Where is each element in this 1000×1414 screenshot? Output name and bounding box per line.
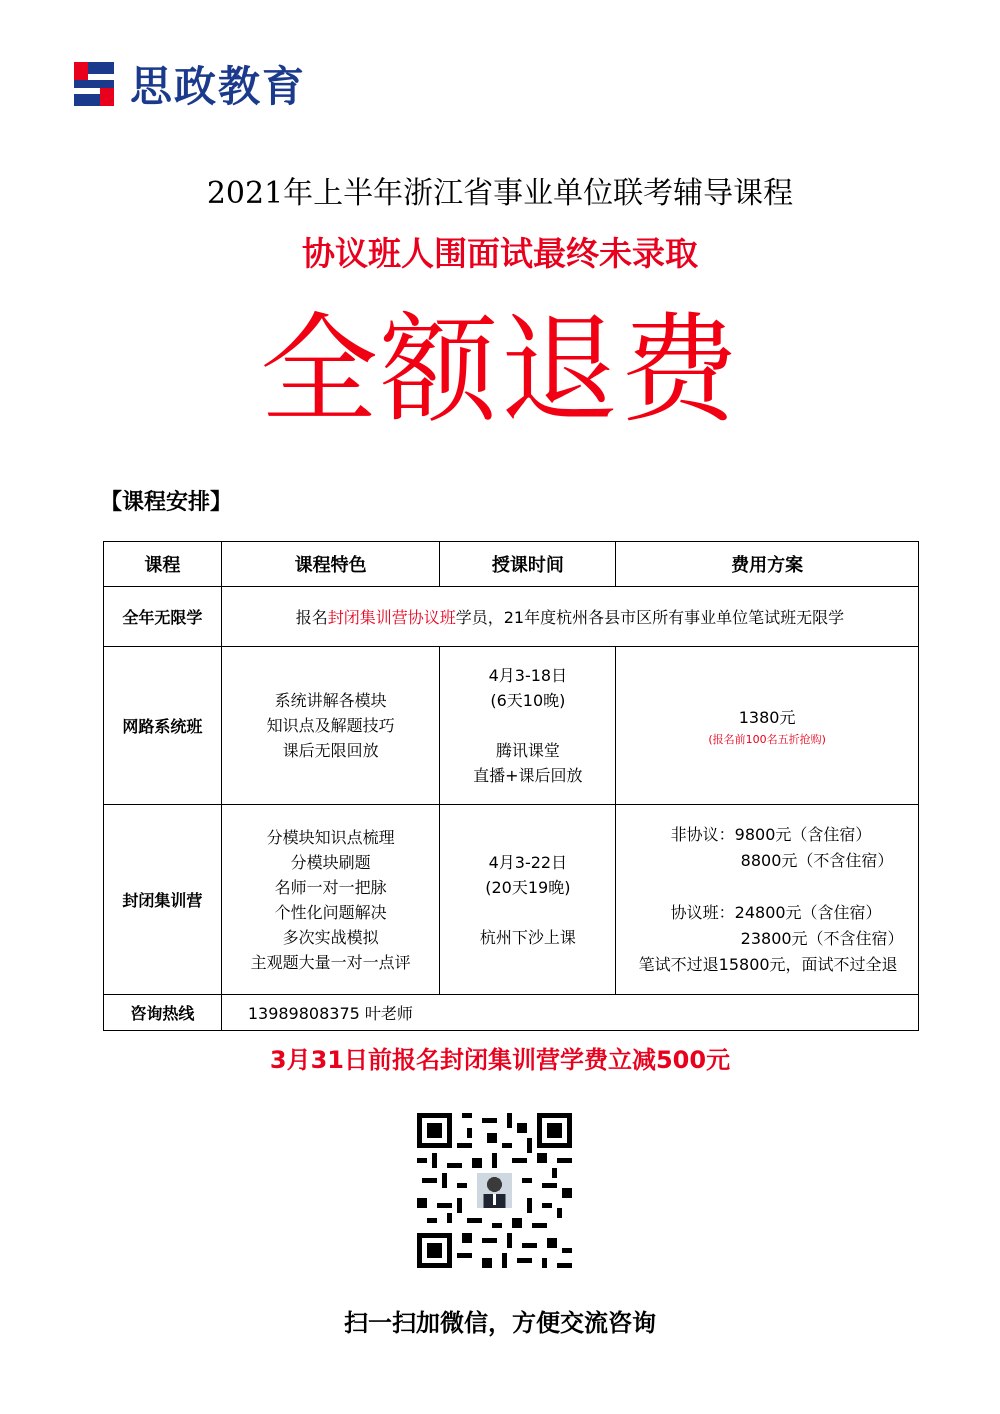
desc-suffix: 学员，21年度杭州各县市区所有事业单位笔试班无限学: [455, 608, 845, 627]
row-name-online: 网路系统班: [104, 647, 222, 805]
time-item: 杭州下沙上课: [479, 927, 576, 947]
qr-caption: 扫一扫加微信，方便交流咨询: [344, 1308, 656, 1337]
camp-fee: [616, 805, 919, 995]
camp-time: [440, 805, 616, 995]
qr-code-icon: [417, 1113, 572, 1268]
logo-s-icon: [68, 58, 120, 110]
row-name-unlimited: 全年无限学: [104, 587, 222, 647]
fee-line: 笔试不过退15800元，面试不过全退: [638, 954, 898, 974]
time-item: 腾讯课堂: [495, 741, 560, 760]
feature-item: 多次实战模拟: [282, 927, 379, 947]
header-features: 课程特色: [221, 542, 440, 587]
fee-lines: [631, 822, 904, 978]
time-item: 4月3-22日: [488, 852, 568, 872]
feature-item: 名师一对一把脉: [274, 877, 387, 897]
hotline-contact: 13989808375 叶老师: [221, 995, 918, 1031]
table-row: [104, 805, 919, 995]
feature-item: 个性化问题解决: [274, 902, 387, 922]
feature-item: 分模块知识点梳理: [266, 827, 395, 847]
fee-spacer: [631, 874, 904, 900]
table-row: [104, 587, 919, 647]
subtitle: 协议班人围面试最终未录取: [302, 234, 698, 273]
row-name-hotline: 咨询热线: [104, 995, 222, 1031]
feature-item: 课后无限回放: [282, 741, 379, 760]
online-features: [221, 647, 440, 805]
header-fee: 费用方案: [616, 542, 919, 587]
header-time: 授课时间: [440, 542, 616, 587]
row-name-camp: 封闭集训营: [104, 805, 222, 995]
online-fee: [616, 647, 919, 805]
time-item: (20天19晚): [485, 877, 571, 897]
course-table: [103, 541, 919, 1031]
fee-line: 23800元（不含住宿）: [740, 928, 904, 948]
desc-prefix: 报名: [295, 608, 328, 627]
feature-item: 分模块刷题: [290, 852, 371, 872]
time-spacer: [440, 900, 615, 925]
header-course: 课程: [104, 542, 222, 587]
fee-note: (报名前100名五折抢购): [708, 732, 826, 746]
feature-item: 系统讲解各模块: [274, 691, 387, 710]
time-item: 4月3-18日: [488, 666, 568, 685]
row-unlimited-desc: [221, 587, 918, 647]
camp-features: [221, 805, 440, 995]
desc-highlight: 封闭集训营协议班: [327, 608, 456, 627]
feature-item: 主观题大量一对一点评: [250, 952, 411, 972]
online-time: [440, 647, 616, 805]
logo: [68, 58, 306, 110]
logo-text: 思政教育: [130, 62, 307, 111]
fee-price: 1380元: [738, 707, 796, 727]
section-label: 【课程安排】: [100, 489, 233, 515]
time-item: (6天10晚): [490, 691, 566, 710]
table-row: [104, 995, 919, 1031]
fee-line: 协议班：24800元（含住宿）: [670, 902, 882, 922]
feature-item: 知识点及解题技巧: [266, 716, 395, 735]
fee-line: 非协议：9800元（含住宿）: [670, 824, 872, 844]
time-spacer: [440, 713, 615, 738]
promo-text: 3月31日前报名封闭集训营学费立减500元: [269, 1046, 731, 1074]
table-row: [104, 647, 919, 805]
time-item: 直播+课后回放: [473, 766, 583, 785]
headline: 全额退费: [259, 301, 740, 439]
fee-line: 8800元（不含住宿）: [740, 850, 894, 870]
table-header-row: [104, 542, 919, 587]
page-title: 2021年上半年浙江省事业单位联考辅导课程: [206, 176, 794, 211]
